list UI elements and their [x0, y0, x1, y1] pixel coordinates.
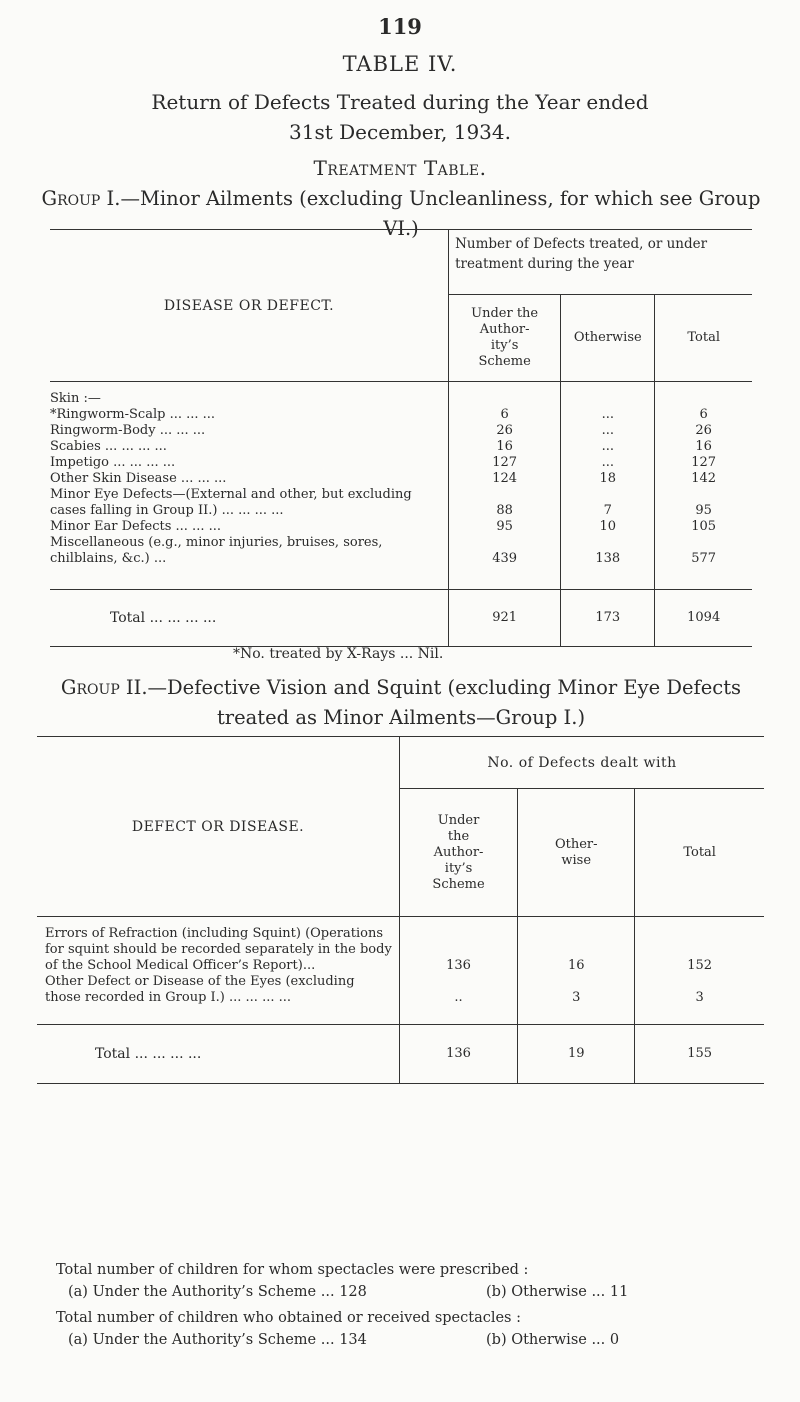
- group1-table: [50, 229, 752, 647]
- otherwise-column-header: Otherwise: [561, 295, 655, 382]
- spectacles-obtained-a: (a) Under the Authority’s Scheme ... 134: [68, 1332, 367, 1348]
- total-cell: 105: [691, 519, 717, 534]
- group2-heading-prefix: Group II.: [60, 676, 148, 699]
- total-row: [37, 1025, 764, 1084]
- skin-label: Skin :—: [50, 382, 449, 408]
- authority-cell: 127: [449, 455, 561, 471]
- table-row: [50, 519, 752, 535]
- authority-cell: ..: [399, 974, 517, 1025]
- otherwise-cell: 7: [561, 487, 655, 519]
- row-label: Miscellaneous (e.g., minor injuries, bruises, sores, chilblains, &c.) ...: [50, 535, 449, 590]
- total-cell: 577: [655, 535, 752, 590]
- disease-column-header: DISEASE OR DEFECT.: [50, 230, 449, 382]
- total-cell: 152: [687, 958, 713, 973]
- total-total-cell: 1094: [687, 610, 721, 625]
- group2-heading-text: —Defective Vision and Squint (excluding Minor Eye Defects treated as Minor Ailments—Group I.): [147, 676, 742, 729]
- row-label: Minor Eye Defects—(External and other, but excluding cases falling in Group II.) ... ... ... ...: [50, 487, 449, 519]
- row-label: Impetigo ... ... ... ...: [50, 455, 449, 471]
- total-otherwise-cell: 19: [518, 1025, 635, 1084]
- table-row: [50, 535, 752, 590]
- otherwise-column-header: Other-wise: [518, 789, 635, 917]
- table-row: [50, 407, 752, 423]
- table-row: [50, 487, 752, 519]
- otherwise-cell: 138: [561, 535, 655, 590]
- row-label: Ringworm-Body ... ... ...: [50, 423, 449, 439]
- total-cell: 95: [695, 503, 712, 518]
- otherwise-cell: 3: [518, 974, 635, 1025]
- table-row: [50, 455, 752, 471]
- authority-cell: 124: [449, 471, 561, 487]
- title-line-1: Return of Defects Treated during the Year ended: [151, 90, 649, 114]
- authority-cell: 439: [449, 535, 561, 590]
- total-authority-cell: 921: [449, 590, 561, 647]
- otherwise-cell: ...: [561, 439, 655, 455]
- total-cell: 3: [635, 974, 764, 1025]
- otherwise-cell: 18: [561, 471, 655, 487]
- total-cell: 127: [691, 455, 717, 470]
- otherwise-cell: 10: [561, 519, 655, 535]
- total-column-header: Total: [655, 295, 752, 382]
- table-row: [50, 423, 752, 439]
- authority-cell: 136: [399, 917, 517, 975]
- row-label: Other Defect or Disease of the Eyes (excluding those recorded in Group I.) ... ... ... ...: [37, 974, 399, 1025]
- total-cell: 142: [691, 471, 717, 486]
- row-label: *Ringworm-Scalp ... ... ...: [50, 407, 449, 423]
- row-label: Scabies ... ... ... ...: [50, 439, 449, 455]
- total-cell: 16: [695, 439, 712, 454]
- otherwise-cell: ...: [561, 423, 655, 439]
- total-authority-cell: 136: [399, 1025, 517, 1084]
- otherwise-cell: 16: [518, 917, 635, 975]
- row-label: Other Skin Disease ... ... ...: [50, 471, 449, 487]
- authority-cell: 6: [449, 407, 561, 423]
- total-column-header: Total: [635, 789, 764, 917]
- row-label: Errors of Refraction (including Squint) (Operations for squint should be recorded separately in the body of the School Medical Officer’s Report)...: [37, 917, 399, 975]
- defects-group-header: Number of Defects treated, or under treatment during the year: [449, 230, 752, 295]
- authority-column-header: Under the Author-ity’s Scheme: [399, 789, 517, 917]
- authority-cell: 26: [449, 423, 561, 439]
- total-row: [50, 590, 752, 647]
- title-line-2: 31st December, 1934.: [289, 120, 511, 144]
- treatment-table-heading: Treatment Table.: [313, 156, 487, 180]
- group2-heading: [30, 673, 772, 733]
- total-label: Total ... ... ... ...: [50, 590, 449, 647]
- group2-table: [37, 736, 764, 1084]
- page-number: 119: [378, 14, 422, 39]
- spectacles-prescribed-b: (b) Otherwise ... 11: [486, 1284, 629, 1300]
- authority-cell: 16: [449, 439, 561, 455]
- row-label: Minor Ear Defects ... ... ...: [50, 519, 449, 535]
- total-total-cell: 155: [687, 1046, 713, 1061]
- table-label: TABLE IV.: [342, 52, 458, 76]
- total-otherwise-cell: 173: [561, 590, 655, 647]
- defect-column-header: DEFECT OR DISEASE.: [37, 737, 399, 917]
- table-row: [50, 471, 752, 487]
- spectacles-obtained-line: Total number of children who obtained or received spectacles :: [56, 1310, 521, 1326]
- dealt-with-group-header: No. of Defects dealt with: [399, 737, 764, 789]
- group1-heading-text: —Minor Ailments (excluding Uncleanliness, for which see Group VI.): [120, 187, 761, 240]
- xray-note: *No. treated by X-Rays ... Nil.: [233, 646, 444, 662]
- spectacles-prescribed-line: Total number of children for whom spectacles were prescribed :: [56, 1262, 529, 1278]
- otherwise-cell: ...: [561, 407, 655, 423]
- total-cell: 6: [699, 407, 708, 422]
- authority-cell: 95: [449, 519, 561, 535]
- table-row: [37, 974, 764, 1025]
- group1-heading-prefix: Group I.: [41, 187, 121, 210]
- table-row: [50, 439, 752, 455]
- total-label: Total ... ... ... ...: [37, 1025, 399, 1084]
- authority-column-header: Under the Author-ity’s Scheme: [449, 295, 561, 382]
- otherwise-cell: ...: [561, 455, 655, 471]
- authority-cell: 88: [449, 487, 561, 519]
- table-row: [37, 917, 764, 975]
- spectacles-prescribed-a: (a) Under the Authority’s Scheme ... 128: [68, 1284, 367, 1300]
- spectacles-obtained-b: (b) Otherwise ... 0: [486, 1332, 620, 1348]
- total-cell: 26: [695, 423, 712, 438]
